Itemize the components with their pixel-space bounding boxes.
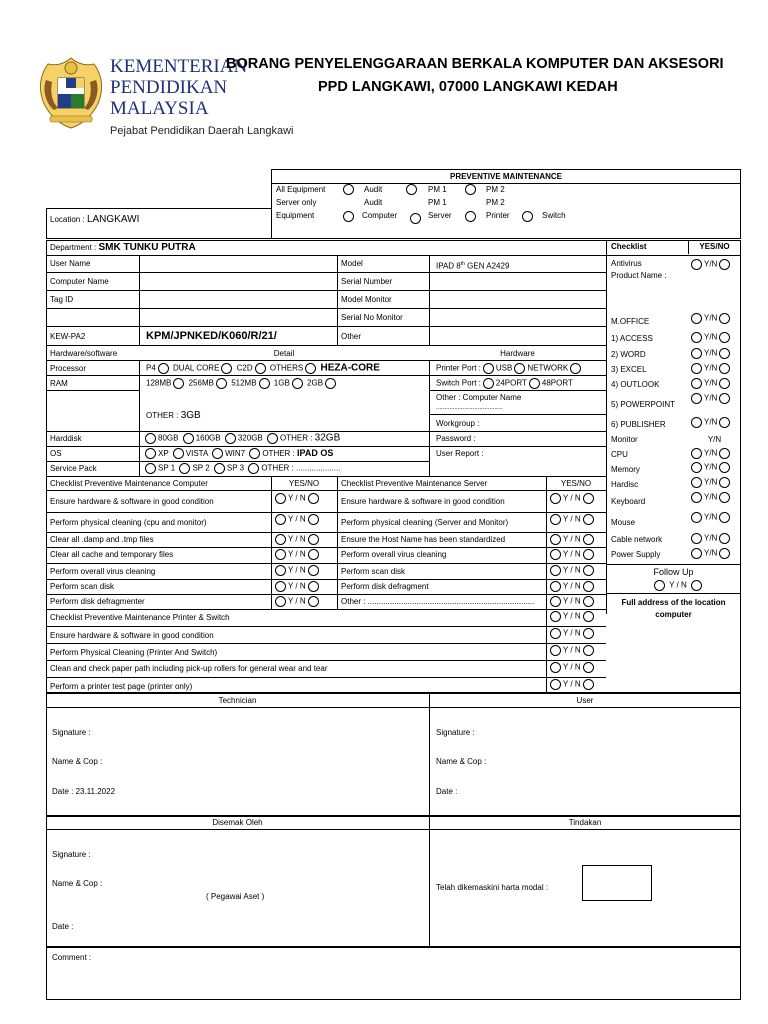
yn-memory[interactable]: Y/N (689, 462, 732, 473)
yn-prt-2[interactable]: Y / N (548, 645, 596, 656)
yn-prt-0[interactable]: Y / N (548, 611, 596, 622)
department-value: SMK TUNKU PUTRA (98, 242, 196, 253)
checklist-header: Checklist (611, 242, 647, 251)
radio-all-pm2[interactable] (465, 184, 476, 195)
yn-moffice[interactable]: Y/N (689, 313, 732, 324)
processor-value: HEZA-CORE (320, 362, 380, 374)
yn-excel[interactable]: Y/N (689, 363, 732, 374)
harta-modal-box[interactable] (582, 865, 652, 901)
yn-comp-2[interactable]: Y / N (273, 514, 321, 525)
yn-mouse[interactable]: Y/N (689, 512, 732, 523)
radio-all-pm1[interactable] (406, 184, 417, 195)
yn-outlook[interactable]: Y/N (689, 378, 732, 389)
yn-srv-5[interactable]: Y / N (548, 565, 596, 576)
checklist-yesno-header: YES/NO (699, 242, 730, 251)
ministry-line-1: KEMENTERIAN (110, 56, 248, 77)
pm-all-equipment: All Equipment (276, 185, 326, 194)
location-value: LANGKAWI (86, 214, 140, 225)
yn-cable[interactable]: Y/N (689, 533, 732, 544)
office-name: Pejabat Pendidikan Daerah Langkawi (110, 125, 294, 137)
ram-other: OTHER : 3GB (146, 410, 201, 421)
department-label: Department : SMK TUNKU PUTRA (50, 242, 196, 253)
signoff-box-1 (46, 693, 741, 816)
yn-prt-3[interactable]: Y / N (548, 662, 596, 673)
printer-port: Printer Port : USB NETWORK (436, 363, 583, 374)
ram-other-value: 3GB (180, 410, 201, 421)
yn-comp-5[interactable]: Y / N (273, 565, 321, 576)
yn-srv-3[interactable]: Y / N (548, 534, 596, 545)
yn-antivirus[interactable]: Y/N (689, 259, 732, 270)
radio-eq-printer[interactable] (465, 211, 476, 222)
form-title-2: PPD LANGKAWI, 07000 LANGKAWI KEDAH (318, 79, 618, 95)
yn-comp-1[interactable]: Y / N (273, 493, 321, 504)
yn-srv-2[interactable]: Y / N (548, 514, 596, 525)
yn-follow-up[interactable]: Y / N (652, 580, 704, 591)
yn-keyboard[interactable]: Y/N (689, 492, 732, 503)
radio-all-audit[interactable] (343, 184, 354, 195)
yn-comp-4[interactable]: Y / N (273, 549, 321, 560)
yn-hardisc[interactable]: Y/N (689, 477, 732, 488)
pm-heading: PREVENTIVE MAINTENANCE (449, 172, 562, 181)
processor-options: P4 DUAL CORE C2D OTHERS HEZA-CORE (146, 362, 380, 374)
yn-word[interactable]: Y/N (689, 348, 732, 359)
yn-cpu[interactable]: Y/N (689, 448, 732, 459)
form-title-1: BORANG PENYELENGGARAAN BERKALA KOMPUTER DAN AKSESORI (226, 56, 724, 72)
yn-comp-7[interactable]: Y / N (273, 596, 321, 607)
yn-publisher[interactable]: Y/N (689, 417, 732, 428)
sp-options: SP 1 SP 2 SP 3 OTHER : .................... (143, 463, 340, 474)
switch-port: Switch Port : 24PORT 48PORT (436, 378, 573, 388)
yn-access[interactable]: Y/N (689, 332, 732, 343)
harddisk-options: 80GB 160GB 320GB OTHER : 32GB (143, 433, 340, 444)
ministry-logo (34, 54, 108, 132)
pm-server-only: Server only (276, 198, 317, 207)
yn-comp-3[interactable]: Y / N (273, 534, 321, 545)
comment-box[interactable] (46, 947, 741, 1000)
kew-value: KPM/JPNKED/K060/R/21/ (146, 330, 277, 342)
os-options: XP VISTA WIN7 OTHER : IPAD OS (143, 448, 333, 459)
yn-srv-7[interactable]: Y / N (548, 596, 596, 607)
model-value: IPAD 8th GEN A2429 (436, 261, 510, 271)
ministry-line-3: MALAYSIA (110, 98, 209, 119)
ministry-line-2: PENDIDIKAN (110, 77, 228, 98)
tech-date: Date : 23.11.2022 (52, 787, 116, 796)
harddisk-value: 32GB (314, 432, 341, 444)
radio-eq-computer[interactable] (343, 211, 354, 222)
yn-prt-4[interactable]: Y / N (548, 679, 596, 690)
os-value: IPAD OS (297, 448, 334, 458)
radio-eq-server[interactable] (410, 213, 421, 224)
yn-powerpoint[interactable]: Y/N (689, 393, 732, 404)
location-label: Location : LANGKAWI (50, 214, 140, 225)
pm-equipment: Equipment (276, 211, 315, 220)
ram-options: 128MB 256MB 512MB 1GB 2GB (146, 378, 338, 389)
yn-srv-1[interactable]: Y / N (548, 493, 596, 504)
yn-srv-6[interactable]: Y / N (548, 581, 596, 592)
yn-comp-6[interactable]: Y / N (273, 581, 321, 592)
yn-prt-1[interactable]: Y / N (548, 628, 596, 639)
yn-power[interactable]: Y/N (689, 548, 732, 559)
yn-srv-4[interactable]: Y / N (548, 549, 596, 560)
radio-eq-switch[interactable] (522, 211, 533, 222)
